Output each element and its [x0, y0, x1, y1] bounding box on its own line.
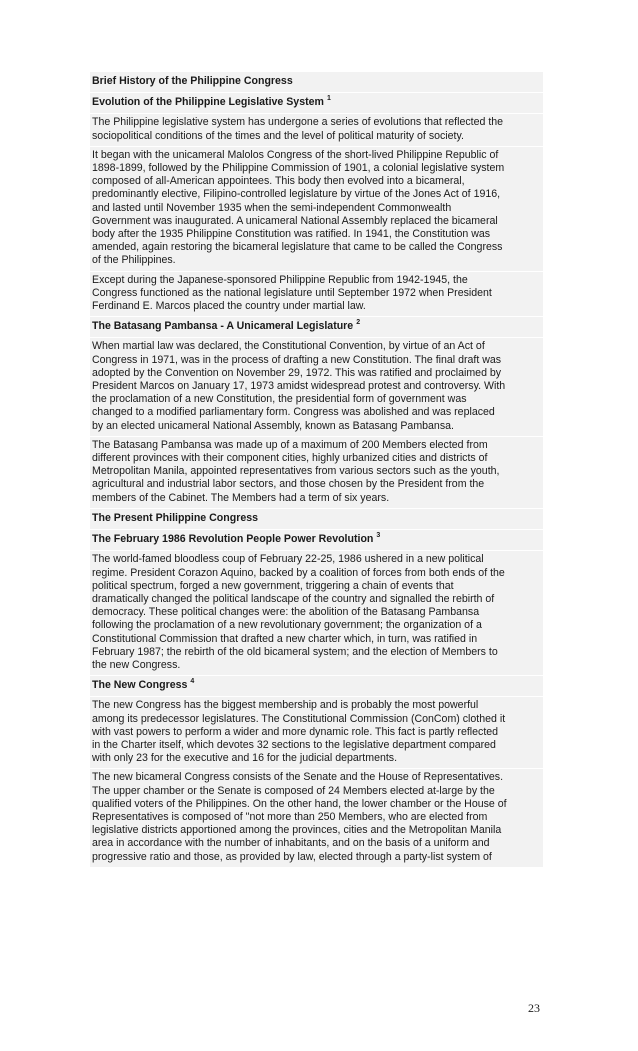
paragraph: It began with the unicameral Malolos Congress of the short-lived Philippine Republic of 1898-1899, followed by the Philippine Commission of 1901, a colonial legislative system composed of all-American appointees. This body then evolved into a bicameral, predominantly elective, Filipino-controlled legislature by virtue of the Jones Act of 1916, and lasted until November 1935 when the semi-independent Commonwealth Government was inaugurated. A unicameral National Assembly replaced the bicameral body after the 1935 Philippine Constitution was ratified. In 1941, the Constitution was amended, again restoring the bicameral legislature that came to be called the Congress of the Philippines. — [90, 147, 543, 271]
footnote-ref: 1 — [326, 95, 331, 103]
footnote-ref: 4 — [190, 678, 195, 686]
section-heading-people-power: The February 1986 Revolution People Power Revolution $^3$ — [90, 530, 543, 550]
section-heading-present-congress: The Present Philippine Congress — [90, 509, 543, 529]
paragraph: The new Congress has the biggest membership and is probably the most powerful among its predecessor legislatures. The Constitutional Commission (ConCom) clothed it with vast powers to perform a wider and more dynamic role. This fact is partly reflected in the Charter itself, which devotes 32 sections to the legislative department compared with only 23 for the executive and 16 for the judicial departments. — [90, 697, 543, 768]
section-heading-evolution: Evolution of the Philippine Legislative System $^1$ — [90, 93, 543, 113]
page-number: 23 — [528, 1001, 540, 1015]
document-title: Brief History of the Philippine Congress — [90, 72, 543, 92]
paragraph: The Philippine legislative system has undergone a series of evolutions that reflected the sociopolitical conditions of the times and the level of political maturity of society. — [90, 114, 543, 145]
paragraph: The Batasang Pambansa was made up of a maximum of 200 Members elected from different provinces with their component cities, highly urbanized cities and districts of Metropolitan Manila, appointed representatives from various sectors such as the youth, agricultural and industrial labor sectors, and those chosen by the President from the members of the Cabinet. The Members had a term of six years. — [90, 437, 543, 508]
paragraph: The new bicameral Congress consists of the Senate and the House of Representatives. The upper chamber or the Senate is composed of 24 Members elected at-large by the qualified voters of the Philippines. On the other hand, the lower chamber or the House of Representatives is composed of "not more than 250 Members, who are elected from legislative districts apportioned among the provinces, cities and the Metropolitan Manila area in accordance with the number of inhabitants, and on the basis of a uniform and progressive ratio and those, as provided by law, elected through a party-list system of — [90, 769, 543, 866]
section-heading-new-congress: The New Congress $^4$ — [90, 676, 543, 696]
footnote-ref: 2 — [356, 319, 361, 327]
paragraph: The world-famed bloodless coup of February 22-25, 1986 ushered in a new political regime. President Corazon Aquino, backed by a coalition of forces from both ends of the political spectrum, forged a new government, triggering a chain of events that dramatically changed the political landscape of the country and signalled the rebirth of democracy. These political changes were: the abolition of the Batasang Pambansa following the proclamation of a new revolutionary government; the organization of a Constitutional Commission that drafted a new charter which, in turn, was ratified in February 1987; the rebirth of the old bicameral system; and the election of Members to the new Congress. — [90, 551, 543, 675]
document-body — [90, 72, 543, 868]
paragraph: Except during the Japanese-sponsored Philippine Republic from 1942-1945, the Congress functioned as the national legislature until September 1972 when President Ferdinand E. Marcos placed the country under martial law. — [90, 272, 543, 317]
paragraph: When martial law was declared, the Constitutional Convention, by virtue of an Act of Congress in 1971, was in the process of drafting a new Constitution. The final draft was adopted by the Convention on November 29, 1972. This was ratified and proclaimed by President Marcos on January 17, 1973 amidst widespread protest and controversy. With the proclamation of a new Constitution, the presidential form of government was changed to a modified parliamentary form. Congress was abolished and was replaced by an elected unicameral National Assembly, known as Batasang Pambansa. — [90, 338, 543, 435]
footnote-ref: 3 — [376, 532, 381, 540]
section-heading-batasang: The Batasang Pambansa - A Unicameral Legislature $^2$ — [90, 317, 543, 337]
